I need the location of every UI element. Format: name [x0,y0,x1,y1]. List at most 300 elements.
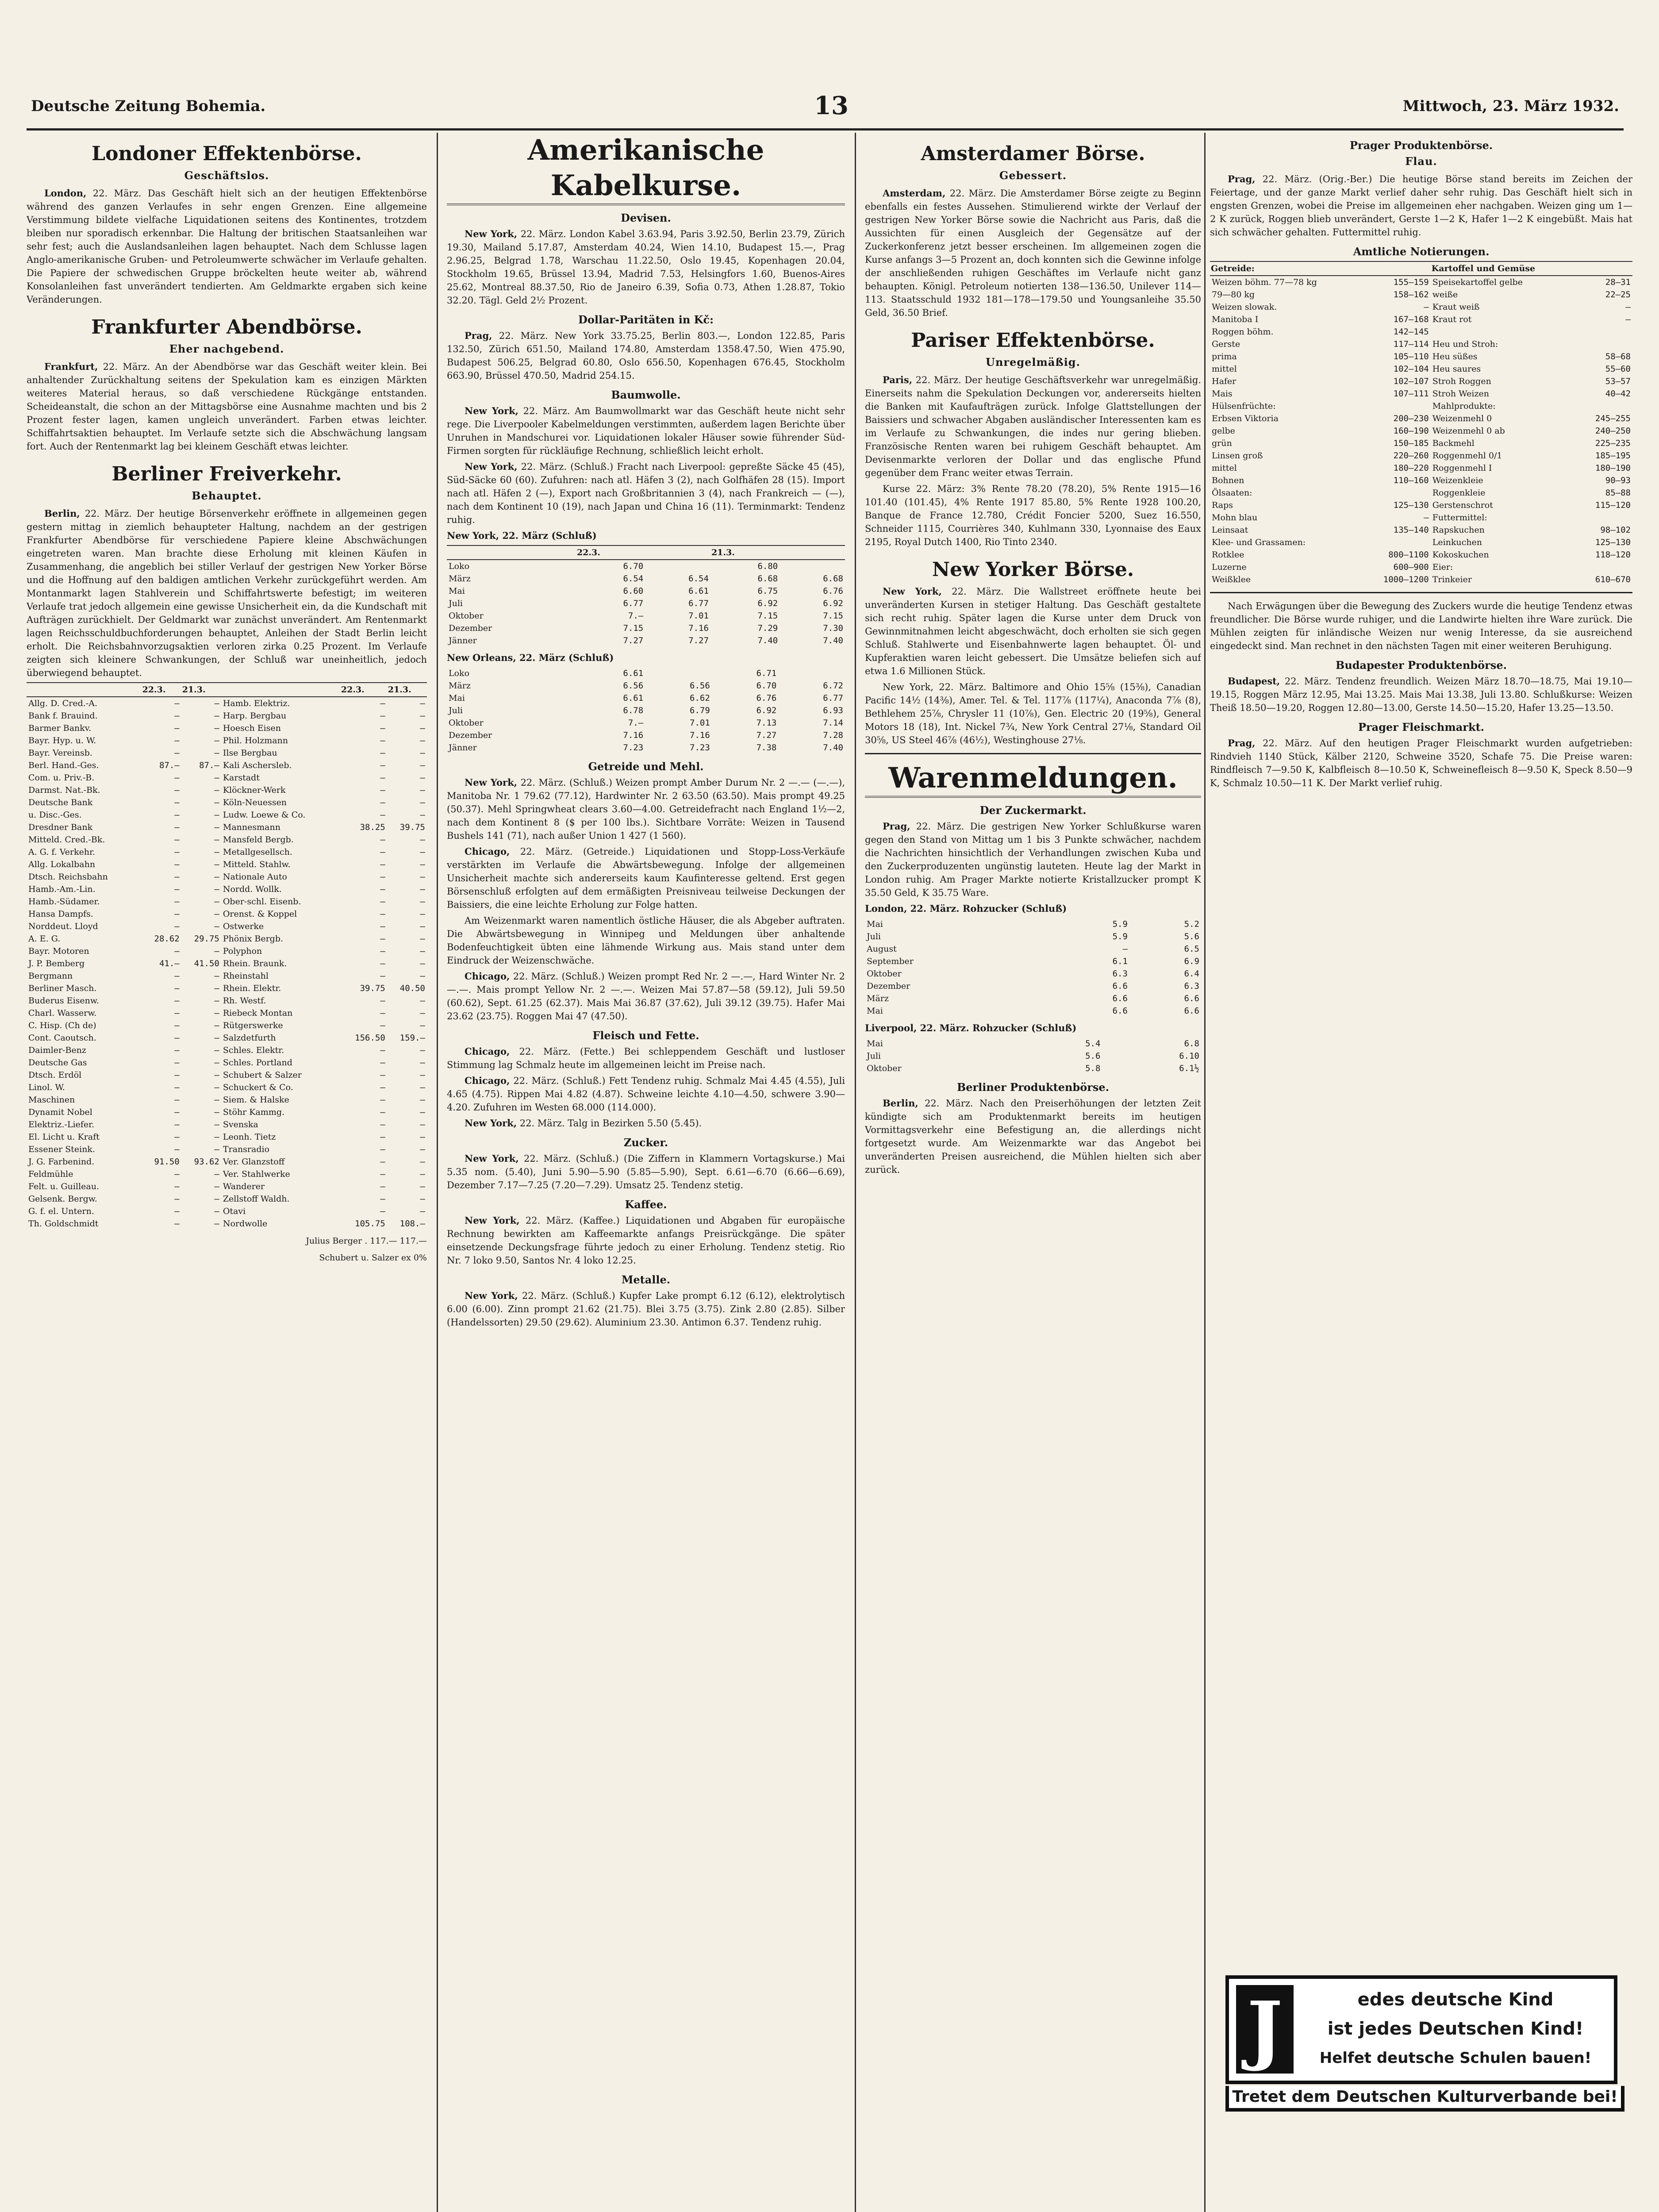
table-cell: 7.27 [688,636,709,645]
table-row [27,772,427,784]
amsterdam-article: Amsterdam, 22. März. Die Amsterdamer Börse zeigte zu Beginn ebenfalls ein festes Aussehen. Stimulierend wirkte der Verlauf der gestrigen New Yorker Börse sowie die Nachricht aus Paris, daß die Aussichten für einen Ausgleich der Gegensätze auf der Zuckerkonferenz jetzt besser erscheinen. Im allgemeinen zogen die Kurse anfangs 3—5 Prozent an, doch konnten sich die Gewinne infolge der anschließenden ruhigen Geschäftes im Verlaufe nicht ganz behaupten. Königl. Petroleum notierten 138—136.50, Unilever 114—113. Staatsschuld 1932 181—178—179.50 und Youngsanleihe 35.50 Geld, 36.50 Brief. [865,188,1201,318]
table-cell: El. Licht u. Kraft [28,1132,100,1142]
table-cell: 180—220 [1393,463,1429,473]
devisen-subheading: Devisen. [621,211,671,224]
table-cell: Mahlprodukte: [1432,401,1496,411]
masthead [27,88,1624,131]
table-cell: Deutsche Gas [28,1058,87,1068]
table-cell: Rhein. Elektr. [223,983,281,993]
table-cell: — [380,1132,385,1142]
column-divider [1204,133,1206,2212]
table-cell: 7.— [628,611,644,621]
table-row [27,1156,427,1168]
table-cell: 7.15 [623,623,644,633]
section-rule [1210,592,1632,593]
table-cell: 6.10 [1179,1051,1199,1061]
berlin-heading: Berliner Freiverkehr. [111,463,342,485]
table-cell: Gelsenk. Bergw. [28,1194,97,1204]
frankfurt-heading: Frankfurter Abendbörse. [91,316,362,338]
table-cell [1578,400,1632,412]
table-cell: A. E. G. [28,934,61,944]
table-cell: 220—260 [1393,451,1429,461]
table-cell: Mitteld. Cred.-Bk. [28,835,105,845]
table-cell: — [380,959,385,968]
table-cell: — [214,1132,219,1142]
table-cell: 7.30 [823,623,843,633]
table-cell: Hansa Dampfs. [28,909,93,919]
table-row [447,729,845,741]
table-row [27,1143,427,1156]
table-cell: 5.2 [1184,919,1199,929]
table-cell [1362,400,1431,412]
table-cell: Nationale Auto [223,872,287,882]
table-cell: Bayr. Hyp. u. W. [28,736,96,745]
table-cell: — [214,884,219,894]
table-row [447,704,845,717]
table-cell: Rhein. Braunk. [223,959,287,968]
table-cell: — [420,934,425,944]
table-cell: — [380,1095,385,1105]
table-row [27,747,427,759]
table-cell: — [174,922,180,931]
table-cell: grün [1212,438,1232,448]
table-cell: 135—140 [1393,525,1429,535]
table-cell: 7.13 [756,718,777,728]
table-cell: 6.62 [690,693,710,703]
table-cell: Oktober [449,611,484,621]
table-cell: — [174,946,180,956]
table-cell: 39.75 [360,983,385,993]
table-cell: 142—145 [1393,327,1429,337]
table-row [447,560,845,572]
table-cell: — [174,1070,180,1080]
table-cell: 150—185 [1393,438,1429,448]
table-cell: — [380,1144,385,1154]
table-cell: — [214,699,219,708]
table-cell: Oktober [867,1064,902,1073]
table-cell: — [174,1045,180,1055]
table-cell: — [214,1182,219,1191]
table-cell: — [174,909,180,919]
table-cell: — [174,1120,180,1129]
chicago-article-3: Chicago, 22. März. (Schluß.) Weizen prompt Red Nr. 2 —.—, Hard Winter Nr. 2 —.—. Mais prompt Yellow Nr. 2 —.—. Weizen Mai 57.87—58 (59.12), Juli 59.50 (60.62), Sept. 61.25 (62.37). Mais Mai 36.87 (37.62), Juli 39.12 (39.75). Hafer Mai 23.62 (23.75). Roggen Mai 47 (47.50). [447,971,845,1022]
table-cell: 6.77 [623,599,644,608]
table-row [865,968,1201,980]
table-cell: — [174,1058,180,1068]
table-cell: 6.70 [623,561,644,571]
table-row [1210,326,1632,338]
liverpool-sugar-table [865,1037,1201,1075]
table-row [27,883,427,895]
table-cell: — [174,1169,180,1179]
table-cell: — [380,1194,385,1204]
table-cell: 6.68 [757,574,778,584]
table-cell: März [449,681,471,691]
sugar-market-heading: Der Zuckermarkt. [979,804,1087,817]
table-row [1210,511,1632,524]
table-cell: J. P. Bemberg [28,959,85,968]
table-cell: Phil. Holzmann [223,736,288,745]
table-cell: Th. Goldschmidt [28,1219,99,1229]
table-row [27,895,427,908]
table-cell: Juli [449,706,463,715]
table-row [27,784,427,796]
amsterdam-heading: Amsterdamer Börse. [921,142,1145,165]
table-cell: 107—111 [1393,389,1429,399]
column-divider [855,133,856,2212]
table-cell: 156.50 [355,1033,385,1043]
newspaper-name: Deutsche Zeitung Bohemia. [31,97,266,115]
table-cell: 6.92 [823,599,843,608]
table-row [27,933,427,945]
table-cell: Stroh Weizen [1432,389,1489,399]
table-cell: Jänner [449,636,477,645]
table-cell: 118—120 [1595,550,1631,560]
table-cell: Linsen groß [1212,451,1263,461]
table-cell: Feldmühle [28,1169,73,1179]
new-york-article: New York, 22. März. Die Wallstreet eröffnete heute bei unveränderten Kursen in stetiger Haltung. Das Geschäft gestaltete sich recht ruhig. Später lagen die Kurse unter dem Druck von Gewinnmitnahmen leicht abgeschwächt, doch erholten sie sich gegen Schluß. Stahlwerte und Eisenbahnwerte lagen behauptet. Öl- und Kupferaktien waren leicht gebessert. Die Umsätze beliefen sich auf etwa 1.6 Millionen Stück. [865,586,1201,676]
table-cell: Riebeck Montan [223,1008,293,1018]
table-header-cell: 22.3. [340,683,387,697]
table-cell: 5.9 [1112,932,1128,941]
table-cell: — [380,748,385,758]
table-cell: 5.9 [1112,919,1128,929]
table-cell: 6.75 [757,586,778,596]
london-subheading: Geschäftslos. [184,169,269,182]
table-cell: — [214,1058,219,1068]
table-header-cell: 21.3. [710,545,780,560]
table-cell: — [174,748,180,758]
table-row [1210,338,1632,350]
table-cell [778,667,845,680]
table-header-cell: 22.3. [576,545,645,560]
table-cell: — [214,748,219,758]
table-cell: Manitoba I [1212,315,1259,324]
table-cell: J. G. Farbenind. [28,1157,95,1167]
table-cell: Zellstoff Waldh. [223,1194,290,1204]
table-cell: 6.92 [756,706,777,715]
issue-date: Mittwoch, 23. März 1932. [1402,97,1619,115]
table-cell: — [380,847,385,857]
table-cell: Ver. Stahlwerke [223,1169,290,1179]
table-cell: Roggenmehl I [1432,463,1492,473]
table-cell: C. Hisp. (Ch de) [28,1021,96,1030]
table-cell: — [214,971,219,981]
table-cell: — [420,1083,425,1092]
table-cell: Mai [867,1006,883,1016]
page-number: 13 [814,91,849,120]
table-cell: 6.61 [688,586,709,596]
table-cell: Jänner [449,743,477,753]
new-york-heading: New Yorker Börse. [932,558,1134,581]
table-cell: Deutsche Bank [28,798,93,807]
table-cell: — [214,922,219,931]
table-cell: — [420,872,425,882]
table-row [27,1106,427,1118]
table-cell: 29.75 [194,934,219,944]
table-cell: — [380,996,385,1006]
table-cell [1362,536,1431,549]
frankfurt-subheading: Eher nachgebend. [169,342,284,355]
warenmeldungen-heading: Warenmeldungen. [865,760,1201,798]
table-row [27,945,427,957]
table-cell: — [174,1083,180,1092]
table-row [27,1205,427,1217]
prague-produce-heading: Prager Produktenbörse. [1349,139,1493,152]
table-row [1210,363,1632,375]
table-cell: — [420,946,425,956]
table-cell: 7.23 [690,743,710,753]
table-row [865,1062,1201,1075]
table-cell: — [380,1120,385,1129]
table-cell: 155—159 [1393,277,1429,287]
table-cell: Weizen slowak. [1212,302,1277,312]
table-cell: 6.6 [1112,994,1128,1003]
table-cell: 117—114 [1393,339,1429,349]
table-cell: — [420,1194,425,1204]
table-cell: 105—110 [1393,352,1429,361]
table-cell [1578,326,1632,338]
table-row [1210,301,1632,313]
table-cell: Heu saures [1432,364,1481,374]
table-cell: — [174,736,180,745]
table-cell: Klee- und Grassamen: [1212,538,1306,547]
table-row [27,1168,427,1180]
table-cell: Mai [449,586,465,596]
table-cell: — [214,1206,219,1216]
table-cell: — [380,1206,385,1216]
table-cell: Weizenmehl 0 [1432,414,1492,423]
table-cell: 53—57 [1605,376,1631,386]
table-cell: — [214,860,219,869]
table-row [447,692,845,704]
table-cell: Essener Steink. [28,1144,95,1154]
table-cell: Kokoskuchen [1432,550,1489,560]
tallow-article: New York, 22. März. Talg in Bezirken 5.50 (5.45). [465,1118,702,1129]
table-cell: — [420,1095,425,1105]
table-cell: 6.8 [1184,1039,1199,1048]
table-cell: 610—670 [1595,575,1631,584]
table-cell: Speisekartoffel gelbe [1432,277,1523,287]
table-cell: — [214,1033,219,1043]
table-cell: Rapskuchen [1432,525,1485,535]
table-cell: — [420,1058,425,1068]
table-cell: — [174,1194,180,1204]
table-row [27,920,427,933]
table-cell: — [420,884,425,894]
table-cell: gelbe [1212,426,1235,436]
table-cell: 7.27 [756,730,777,740]
table-cell: — [214,1144,219,1154]
table-cell: — [380,1070,385,1080]
table-cell: 6.79 [690,706,710,715]
table-cell: Leinsaat [1212,525,1248,535]
table-cell: 7.38 [756,743,777,753]
table-cell: 7.16 [623,730,644,740]
table-cell: — [380,1045,385,1055]
table-cell: 7.28 [823,730,843,740]
table-cell: 6.6 [1184,1006,1199,1016]
table-cell: — [174,847,180,857]
table-row [1210,400,1632,412]
table-cell: — [214,1194,219,1204]
table-cell: 6.60 [623,586,644,596]
table-cell: 7.01 [690,718,710,728]
table-row [1210,487,1632,499]
table-cell: — [174,810,180,820]
table-cell: 225—235 [1595,438,1631,448]
table-cell: 102—104 [1393,364,1429,374]
table-cell: — [214,1021,219,1030]
table-cell: Rotklee [1212,550,1244,560]
table-cell: G. f. el. Untern. [28,1206,94,1216]
table-cell: Bayr. Motoren [28,946,89,956]
table-cell: Mitteld. Stahlw. [223,860,291,869]
table-cell [1578,511,1632,524]
column-1 [27,133,427,2212]
table-cell: 6.1 [1112,956,1128,966]
table-cell: — [174,1182,180,1191]
table-cell: — [380,909,385,919]
table-cell: — [380,922,385,931]
table-cell: 6.68 [823,574,843,584]
table-cell: — [380,736,385,745]
table-cell: Juli [449,599,463,608]
table-cell: — [1424,302,1429,312]
official-right-header: Kartoffel und Gemüse [1431,261,1578,276]
table-cell: 7.15 [757,611,778,621]
table-cell: — [380,798,385,807]
table-cell: — [420,922,425,931]
table-cell: Hamb. Elektriz. [223,699,290,708]
table-cell: Heu süßes [1432,352,1478,361]
table-cell: Luzerne [1212,562,1247,572]
table-cell: 6.80 [757,561,778,571]
table-cell: — [380,1169,385,1179]
table-cell: — [214,1008,219,1018]
berlin-subheading: Behauptet. [192,489,262,502]
fat-article-2: Chicago, 22. März. (Schluß.) Fett Tendenz ruhig. Schmalz Mai 4.45 (4.55), Juli 4.65 (4.75). Rippen Mai 4.82 (4.87). Schweine leichte 4.10—4.50, schwere 3.90—4.20. Zufuhren im Westen 68.000 (114.000). [447,1075,845,1113]
table-cell: — [420,971,425,981]
table-cell: — [214,1219,219,1229]
table-cell: Mai [867,919,883,929]
table-cell: — [420,1206,425,1216]
amsterdam-subheading: Gebessert. [999,169,1067,182]
table-row [865,955,1201,968]
table-cell: — [420,748,425,758]
table-cell: — [174,860,180,869]
table-cell: 6.54 [688,574,709,584]
ad-footer: Tretet dem Deutschen Kulturverbande bei! [1225,2086,1624,2112]
table-cell: mittel [1212,463,1237,473]
table-cell: — [380,1021,385,1030]
table-cell: 180—190 [1595,463,1631,473]
table-cell: Harp. Bergbau [223,711,287,721]
table-cell: — [380,1182,385,1191]
table-cell: — [174,1095,180,1105]
table-cell: — [420,798,425,807]
table-cell: 55—60 [1605,364,1631,374]
table-cell: — [174,1132,180,1142]
table-cell: Schles. Elektr. [223,1045,284,1055]
table-cell: Bayr. Vereinsb. [28,748,92,758]
table-cell: — [174,1206,180,1216]
table-cell: — [214,835,219,845]
official-left-header: Getreide: [1210,261,1362,276]
table-cell: Phönix Bergb. [223,934,284,944]
table-cell: Weißklee [1212,575,1251,584]
table-cell: Weizen böhm. 77—78 kg [1212,277,1317,287]
table-row [27,970,427,982]
table-cell: 5.6 [1085,1051,1101,1061]
table-cell: — [214,872,219,882]
table-header-cell [221,683,340,697]
table-cell: Loko [449,668,470,678]
table-cell: — [380,1083,385,1092]
table-cell: — [174,983,180,993]
table-cell: Weizenmehl 0 ab [1432,426,1505,436]
table-row [27,759,427,772]
table-row [27,1118,427,1131]
table-row [27,995,427,1007]
table-row [27,846,427,858]
table-cell: Mai [449,693,465,703]
column-3 [865,133,1201,2212]
table-row [27,982,427,995]
table-cell: Backmehl [1432,438,1475,448]
table-cell: 160—190 [1393,426,1429,436]
table-cell: Polyphon [223,946,262,956]
table-cell: 167—168 [1393,315,1429,324]
table-cell: — [214,1070,219,1080]
table-row [447,741,845,754]
table-cell: 6.93 [823,706,843,715]
kabelkurse-heading: Amerikanische Kabelkurse. [447,133,845,205]
table-cell: — [1625,302,1631,312]
table-cell: Roggen böhm. [1212,327,1274,337]
table-cell: — [214,810,219,820]
table-row [1210,313,1632,326]
table-cell: — [420,773,425,783]
table-cell: 7.14 [823,718,843,728]
ny-cotton-table-label: New York, 22. März (Schluß) [447,530,597,541]
table-cell: 125—130 [1393,500,1429,510]
table-row [27,908,427,920]
table-cell: Klöckner-Werk [223,785,286,795]
table-cell: — [380,785,385,795]
table-cell: 6.77 [823,693,843,703]
column-2 [447,133,845,2212]
paris-article: Paris, 22. März. Der heutige Geschäftsverkehr war unregelmäßig. Einerseits nahm die Spekulation Deckungen vor, andererseits hielten die Banken mit Kaufaufträgen zurück. Infolge Glattstellungen der Baissiers und schwacher Abgaben ausländischer Interessenten kam es im Verlaufe zu Schwankungen, die indes nur gering blieben. Französische Renten waren bei ruhigem Geschäft behauptet. Am Devisenmarkte verloren der Dollar und das englische Pfund gegenüber dem Franc weiter etwas Terrain. [865,374,1201,478]
table-cell: Schubert & Salzer [223,1070,302,1080]
table-cell: 40—42 [1605,389,1631,399]
table-cell: 41.— [159,959,180,968]
table-cell: Roggenkleie [1432,488,1486,498]
table-row [1210,425,1632,437]
table-cell: — [420,1157,425,1167]
no-cotton-table [447,667,845,754]
table-cell: — [420,835,425,845]
table-row [27,821,427,833]
table-cell: — [420,760,425,770]
table-cell: Charl. Wasserw. [28,1008,97,1018]
table-row [447,717,845,729]
ad-line: ist jedes Deutschen Kind! [1327,2019,1584,2039]
table-cell: Trinkeier [1432,575,1472,584]
table-cell: Hülsenfrüchte: [1212,401,1276,411]
table-cell: Hamb.-Südamer. [28,897,100,906]
liverpool-sugar-label: Liverpool, 22. März. Rohzucker (Schluß) [865,1022,1077,1033]
